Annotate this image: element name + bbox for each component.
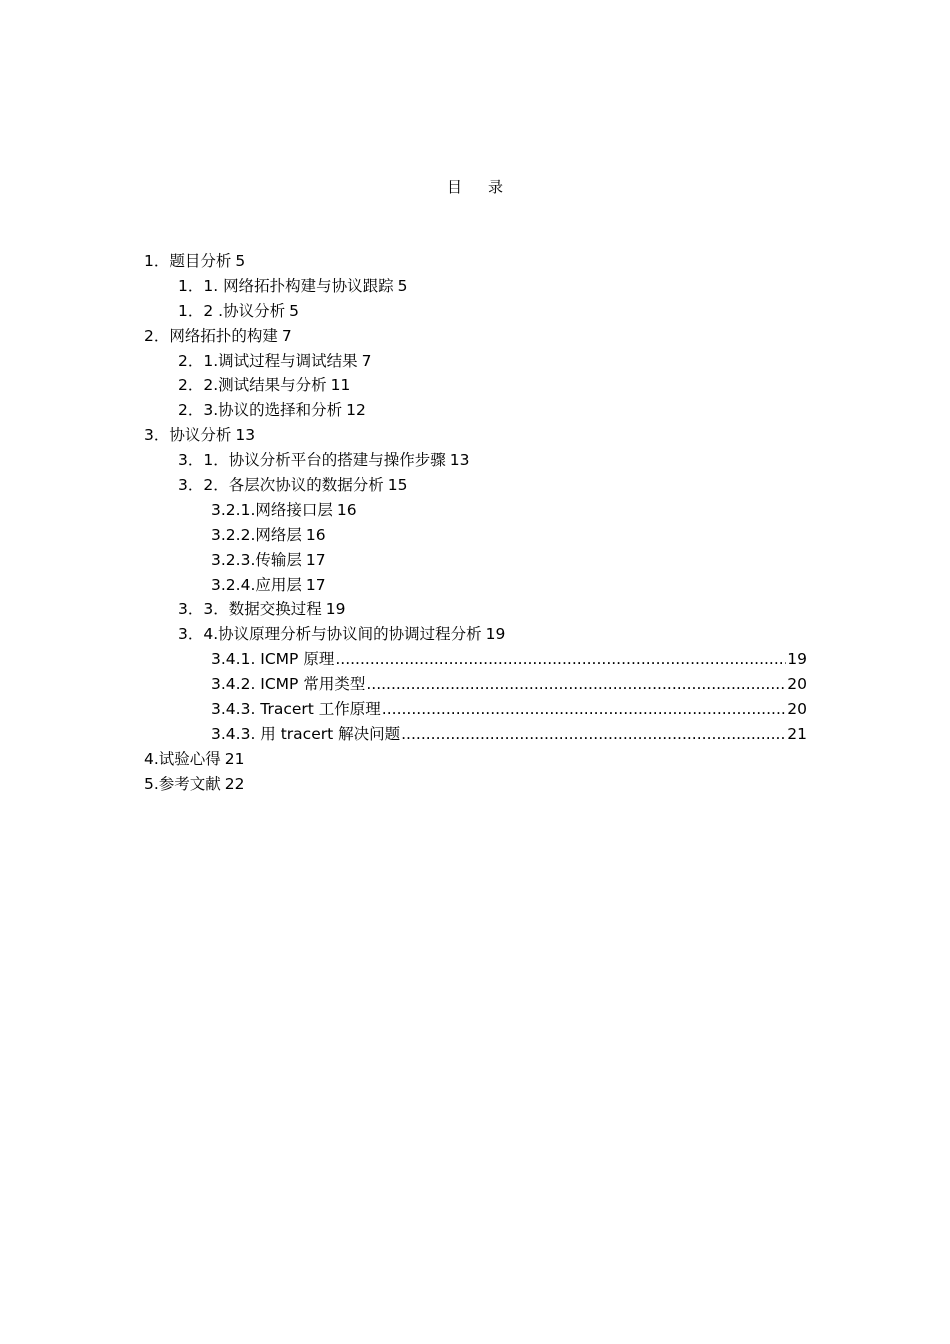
toc-entry-label: 4.试验心得: [144, 749, 221, 768]
toc-entry[interactable]: [144, 249, 807, 274]
toc-entry-page: 16: [336, 500, 357, 519]
toc-entry[interactable]: [144, 747, 807, 772]
toc-entry-label: 3.2.1.网络接口层: [211, 500, 333, 519]
toc-entry-page: 20: [787, 700, 807, 719]
toc-entry[interactable]: [144, 498, 807, 523]
toc-entry-label: 3.2.2.网络层: [211, 525, 302, 544]
dot-leader: [401, 722, 786, 747]
toc-entry-page: 7: [281, 326, 292, 345]
toc-entry-label: 3．4.协议原理分析与协议间的协调过程分析: [178, 625, 482, 644]
toc-entry-label: 3.4.3. 用 tracert 解决问题: [211, 724, 401, 743]
toc-entry-page: 17: [305, 575, 326, 594]
dot-leader: [335, 647, 786, 672]
toc-entry[interactable]: [144, 697, 807, 722]
toc-entry-page: 5: [289, 301, 299, 320]
toc-entry[interactable]: [144, 398, 807, 423]
toc-entry[interactable]: [144, 548, 807, 573]
toc-entry-page: 17: [305, 550, 326, 569]
toc-entry-page: 7: [361, 351, 372, 370]
toc-entry-label: 3.2.3.传输层: [211, 550, 302, 569]
toc-entry[interactable]: [144, 772, 807, 797]
toc-entry[interactable]: [144, 523, 807, 548]
toc-entry[interactable]: [144, 299, 807, 324]
toc-entry-page: 21: [224, 749, 245, 768]
toc-entry-page: 13: [449, 451, 470, 470]
toc-entry[interactable]: [144, 373, 807, 398]
table-of-contents: [144, 249, 807, 797]
toc-entry-label: 3．3．数据交换过程: [178, 600, 322, 619]
toc-entry[interactable]: [144, 647, 807, 672]
toc-entry-page: 21: [787, 724, 807, 743]
toc-entry-label: 3.4.3. Tracert 工作原理: [211, 700, 381, 719]
dot-leader: [382, 697, 786, 722]
toc-entry-page: 22: [224, 774, 245, 793]
toc-entry-page: 19: [325, 600, 346, 619]
toc-entry-label: 2．网络拓扑的构建: [144, 326, 278, 345]
toc-entry-page: 13: [235, 426, 256, 445]
toc-entry-label: 3.4.1. ICMP 原理: [211, 650, 335, 669]
toc-entry-label: 3．2．各层次协议的数据分析: [178, 476, 384, 495]
toc-entry-label: 3．协议分析: [144, 426, 232, 445]
toc-entry[interactable]: [144, 597, 807, 622]
toc-entry-page: 20: [787, 675, 807, 694]
toc-entry[interactable]: [144, 573, 807, 598]
toc-entry-page: 5: [397, 276, 408, 295]
toc-entry-page: 19: [485, 625, 506, 644]
toc-entry[interactable]: [144, 473, 807, 498]
toc-entry-label: 2．3.协议的选择和分析: [178, 401, 343, 420]
toc-entry-label: 3.4.2. ICMP 常用类型: [211, 675, 366, 694]
dot-leader: [366, 672, 786, 697]
toc-entry-page: 16: [305, 525, 326, 544]
toc-entry-label: 1．2 .协议分析: [178, 301, 286, 320]
toc-title: 目录: [446, 178, 529, 196]
toc-entry[interactable]: [144, 448, 807, 473]
toc-entry-label: 1．1. 网络拓扑构建与协议跟踪: [178, 276, 394, 295]
toc-entry[interactable]: [144, 324, 807, 349]
toc-entry-label: 5.参考文献: [144, 774, 221, 793]
toc-entry-page: 12: [346, 401, 366, 420]
toc-entry[interactable]: [144, 423, 807, 448]
toc-entry[interactable]: [144, 722, 807, 747]
toc-entry-page: 11: [330, 376, 351, 395]
toc-entry-label: 2．1.调试过程与调试结果: [178, 351, 358, 370]
toc-entry[interactable]: [144, 274, 807, 299]
toc-entry-page: 5: [235, 252, 246, 270]
toc-entry-label: 3．1．协议分析平台的搭建与操作步骤: [178, 451, 446, 470]
toc-entry-page: 15: [387, 476, 408, 495]
toc-entry-label: 2．2.测试结果与分析: [178, 376, 327, 395]
toc-entry-page: 19: [787, 650, 807, 669]
toc-entry-label: 1．题目分析: [144, 252, 232, 270]
toc-entry-label: 3.2.4.应用层: [211, 575, 302, 594]
toc-entry[interactable]: [144, 349, 807, 374]
toc-entry[interactable]: [144, 622, 807, 647]
toc-entry[interactable]: [144, 672, 807, 697]
